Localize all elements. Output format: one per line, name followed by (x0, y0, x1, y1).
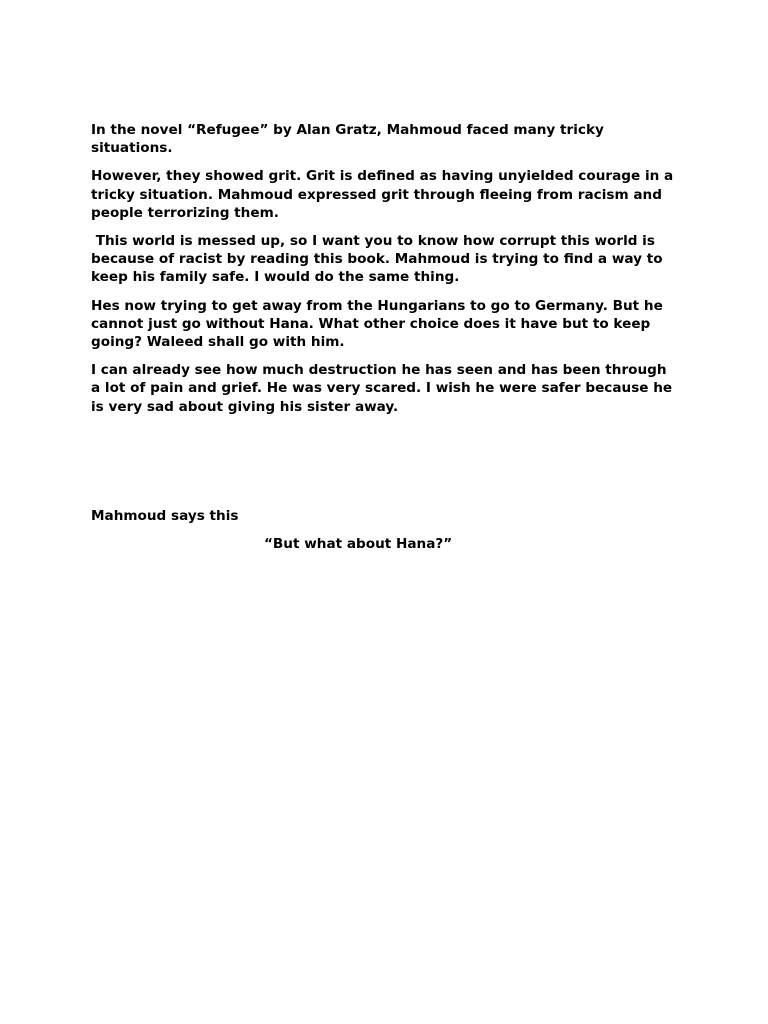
paragraph-hungarians: Hes now trying to get away from the Hungarians to go to Germany. But he cannot just go without Hana. What other choice does it have but to keep going? Waleed shall go with him. (91, 297, 668, 351)
document-body (91, 121, 679, 426)
paragraph-destruction: I can already see how much destruction he has seen and has been through a lot of pain and grief. He was very scared. I wish he were safer because he is very sad about giving his sister away. (91, 362, 677, 415)
paragraph-world: This world is messed up, so I want you to know how corrupt this world is because of racist by reading this book. Mahmoud is trying to find a way to keep his family safe. I would do the same thing. (91, 233, 668, 286)
paragraph-grit: However, they showed grit. Grit is defined as having unyielded courage in a tricky situation. Mahmoud expressed grit through fleeing from racism and people terrorizing them. (91, 168, 678, 221)
paragraph-intro: In the novel “Refugee” by Alan Gratz, Mahmoud faced many tricky situations. (91, 122, 609, 157)
quote-line: “But what about Hana?” (264, 536, 453, 552)
says-line: Mahmoud says this (91, 508, 239, 524)
